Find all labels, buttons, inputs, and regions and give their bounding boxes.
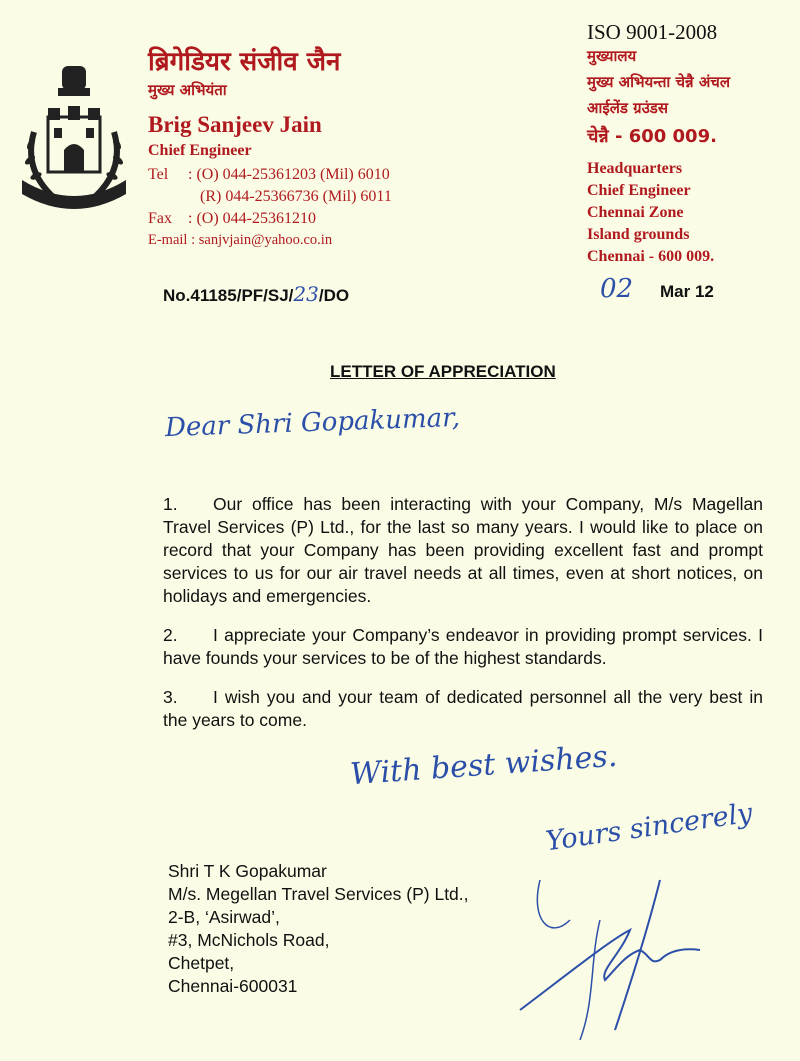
- hq-line-4: Island grounds: [587, 226, 690, 243]
- signature: [500, 860, 730, 1050]
- sender-name: Brig Sanjeev Jain: [148, 112, 322, 137]
- salutation: Dear Shri Gopakumar,: [164, 402, 461, 444]
- tel-line-1: [148, 166, 390, 184]
- iso-certification: ISO 9001-2008: [587, 20, 718, 44]
- signoff: Yours sincerely: [543, 797, 755, 858]
- addressee-line-3: 2-B, ‘Asirwad’,: [168, 907, 280, 927]
- tel-office: : (O) 044-25361203 (Mil) 6010: [188, 166, 390, 183]
- reference-number: [163, 282, 349, 306]
- paragraph-text: Our office has been interacting with your Company, M/s Magellan Travel Services (P) Ltd., for the last so many years. I would like to place on record that your Company has been providing excellent fast and prompt services to us for our air travel needs at all times, even at short notices, on holidays and emergencies.: [163, 494, 763, 606]
- tel-label: Tel: [148, 166, 169, 183]
- closing-wishes: With best wishes.: [349, 738, 619, 793]
- reference-prefix: No.41185/PF/SJ/: [163, 286, 294, 305]
- email-line: E-mail : sanjvjain@yahoo.co.in: [148, 232, 333, 248]
- paragraph-text: I wish you and your team of dedicated personnel all the very best in the years to come.: [163, 687, 763, 730]
- corps-of-engineers-emblem: [14, 62, 134, 212]
- sender-title: Chief Engineer: [148, 142, 252, 159]
- hq-line-3: Chennai Zone: [587, 204, 684, 221]
- letter-heading: LETTER OF APPRECIATION: [330, 362, 556, 381]
- paragraph-text: I appreciate your Company’s endeavor in providing prompt services. I have founds your services to be of the highest standards.: [163, 625, 763, 668]
- tel-line-2: [148, 188, 392, 206]
- reference-suffix: /DO: [318, 286, 350, 305]
- sender-title-hindi: मुख्य अभियंता: [148, 81, 227, 99]
- addressee-line-6: Chennai-600031: [168, 976, 298, 996]
- addressee-line-2: M/s. Megellan Travel Services (P) Ltd.,: [168, 884, 469, 904]
- hq-line-5: Chennai - 600 009.: [587, 248, 715, 265]
- sender-name-hindi: ब्रिगेडियर संजीव जैन: [148, 47, 341, 77]
- fax-label: Fax: [148, 210, 172, 227]
- hq-hindi-pin: चेन्नै - 600 009.: [587, 126, 717, 147]
- hq-hindi-line-1: मुख्यालय: [587, 47, 637, 65]
- hq-hindi-line-2: मुख्य अभियन्ता चेन्नै अंचल: [587, 73, 730, 91]
- tel-residence: (R) 044-25366736 (Mil) 6011: [200, 188, 392, 205]
- letter-date: Mar 12: [660, 282, 714, 301]
- addressee-line-1: Shri T K Gopakumar: [168, 861, 327, 881]
- addressee-line-5: Chetpet,: [168, 953, 235, 973]
- paragraph-number: 2.: [163, 625, 178, 645]
- paragraph-1: [163, 493, 763, 608]
- hq-line-2: Chief Engineer: [587, 182, 691, 199]
- paragraph-2: [163, 624, 763, 670]
- paragraph-3: [163, 686, 763, 732]
- hq-hindi-line-3: आईलेंड ग्रउंडस: [587, 99, 668, 117]
- hq-line-1: Headquarters: [587, 160, 683, 177]
- paragraph-number: 3.: [163, 687, 178, 707]
- fax-number: : (O) 044-25361210: [188, 210, 316, 227]
- date-handwritten-day: 02: [600, 274, 634, 304]
- fax-line: [148, 210, 316, 228]
- addressee-line-4: #3, McNichols Road,: [168, 930, 330, 950]
- paragraph-number: 1.: [163, 494, 178, 514]
- reference-handwritten-number: 23: [293, 282, 319, 306]
